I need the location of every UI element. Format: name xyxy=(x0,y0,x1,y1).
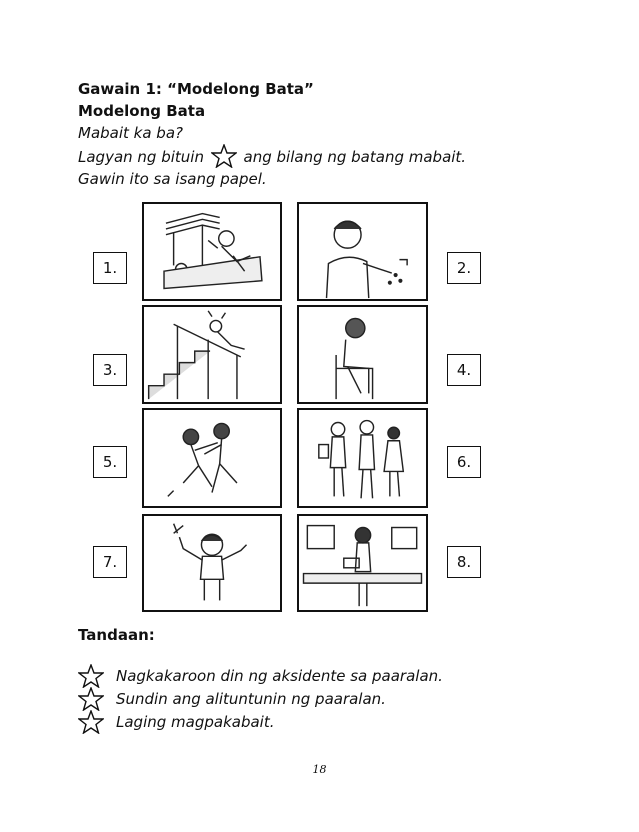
boy-at-canteen-counter-illustration xyxy=(299,516,426,610)
picture-2 xyxy=(297,202,428,301)
picture-5 xyxy=(142,408,282,508)
tandaan-heading: Tandaan: xyxy=(78,626,155,644)
item-number-3: 3. xyxy=(93,354,127,386)
picture-7 xyxy=(142,514,282,612)
page-number: 18 xyxy=(312,763,327,776)
picture-1 xyxy=(142,202,282,301)
item-number-7: 7. xyxy=(93,546,127,578)
picture-6 xyxy=(297,408,428,508)
picture-3 xyxy=(142,305,282,404)
star-icon xyxy=(78,664,104,688)
item-number-1: 1. xyxy=(93,252,127,284)
activity-title: Gawain 1: “Modelong Bata” xyxy=(78,80,314,98)
instruction-after-star: ang bilang ng batang mabait. xyxy=(243,148,467,166)
star-icon xyxy=(211,144,237,168)
child-on-stair-railing-illustration xyxy=(144,307,280,402)
note: Gawin ito sa isang papel. xyxy=(78,170,267,188)
children-standing-in-line-illustration xyxy=(299,410,426,506)
star-icon xyxy=(78,687,104,711)
item-number-5: 5. xyxy=(93,446,127,478)
boy-washing-hands-illustration xyxy=(299,204,426,299)
subtitle: Modelong Bata xyxy=(78,102,206,120)
item-number-4: 4. xyxy=(447,354,481,386)
girl-sitting-on-chair-illustration xyxy=(299,307,426,402)
reminder-text: Sundin ang alituntunin ng paaralan. xyxy=(116,690,386,708)
reminder-text: Nagkakaroon din ng aksidente sa paaralan. xyxy=(116,667,443,685)
boys-fighting-illustration xyxy=(144,410,280,506)
instruction-line xyxy=(78,144,578,168)
reminder-item xyxy=(78,687,598,711)
instructions-block xyxy=(78,78,578,190)
item-number-2: 2. xyxy=(447,252,481,284)
star-icon xyxy=(78,710,104,734)
picture-4 xyxy=(297,305,428,404)
reminder-item xyxy=(78,710,598,734)
child-sliding-stair-rail-illustration xyxy=(144,204,280,299)
picture-8 xyxy=(297,514,428,612)
reminder-item xyxy=(78,664,598,688)
item-number-8: 8. xyxy=(447,546,481,578)
question: Mabait ka ba? xyxy=(78,124,183,142)
item-number-6: 6. xyxy=(447,446,481,478)
instruction-before-star: Lagyan ng bituin xyxy=(78,148,204,166)
reminder-text: Laging magpakabait. xyxy=(116,713,275,731)
boy-holding-scissors-illustration xyxy=(144,516,280,610)
